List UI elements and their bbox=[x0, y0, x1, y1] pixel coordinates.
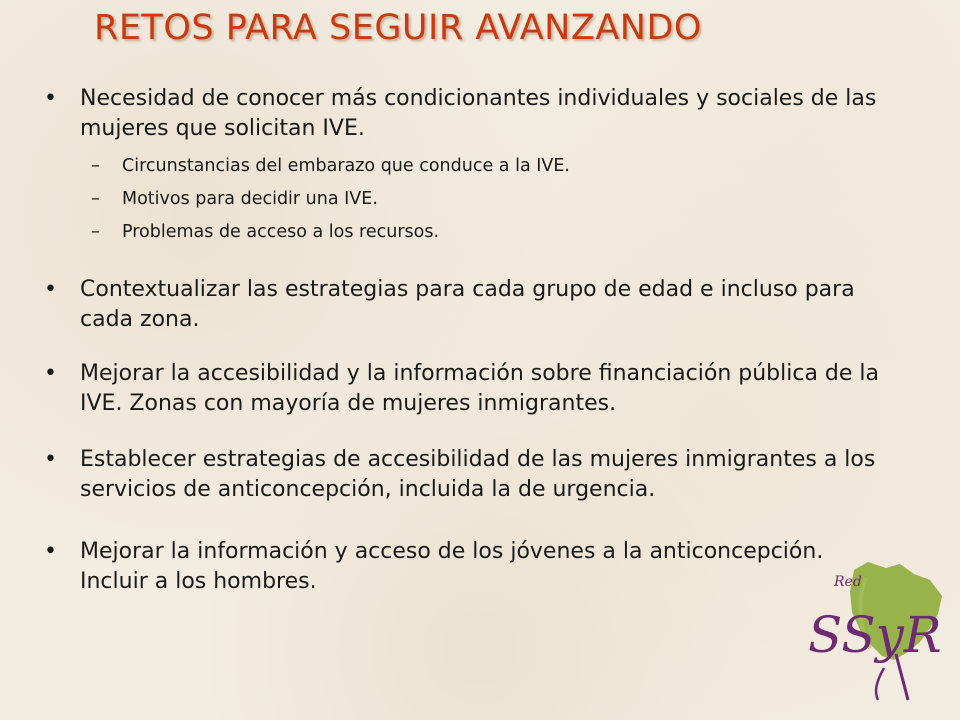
sub-bullet-marker: – bbox=[91, 189, 100, 209]
bullet-text: Necesidad de conocer más condicionantes individuales y sociales de las mujeres que solicitan IVE. bbox=[80, 86, 877, 141]
logo-main-text: SSyR bbox=[808, 606, 942, 664]
sub-bullet-item bbox=[42, 220, 882, 245]
bullet-marker: • bbox=[44, 277, 57, 302]
sub-bullet-text: Motivos para decidir una IVE. bbox=[122, 189, 378, 209]
bullet-item bbox=[42, 359, 882, 419]
sub-bullet-marker: – bbox=[91, 222, 100, 242]
bullet-marker: • bbox=[44, 86, 57, 111]
bullet-item bbox=[42, 84, 882, 144]
slide-title: RETOS PARA SEGUIR AVANZANDO bbox=[94, 8, 702, 48]
bullet-list bbox=[42, 84, 882, 597]
sub-bullet-text: Problemas de acceso a los recursos. bbox=[122, 222, 440, 242]
bullet-marker: • bbox=[44, 447, 57, 472]
bullet-text: Mejorar la accesibilidad y la información sobre financiación pública de la IVE. Zonas con mayoría de mujeres inmigrantes. bbox=[80, 361, 880, 416]
sub-bullet-item bbox=[42, 187, 882, 212]
bullet-text: Contextualizar las estrategias para cada grupo de edad e incluso para cada zona. bbox=[80, 277, 855, 332]
sub-bullet-text: Circunstancias del embarazo que conduce a la IVE. bbox=[122, 156, 570, 176]
bullet-text: Establecer estrategias de accesibilidad de las mujeres inmigrantes a los servicios de anticoncepción, incluida la de urgencia. bbox=[80, 447, 876, 502]
bullet-item bbox=[42, 445, 882, 505]
bullet-text: Mejorar la información y acceso de los jóvenes a la anticoncepción. Incluir a los hombres. bbox=[80, 539, 824, 594]
ssyr-logo bbox=[796, 556, 952, 706]
bullet-item bbox=[42, 537, 882, 597]
sub-bullet-marker: – bbox=[91, 156, 100, 176]
sub-bullet-item bbox=[42, 154, 882, 179]
bullet-item bbox=[42, 275, 882, 335]
bullet-marker: • bbox=[44, 361, 57, 386]
bullet-marker: • bbox=[44, 539, 57, 564]
logo-small-text: Red bbox=[834, 574, 862, 590]
